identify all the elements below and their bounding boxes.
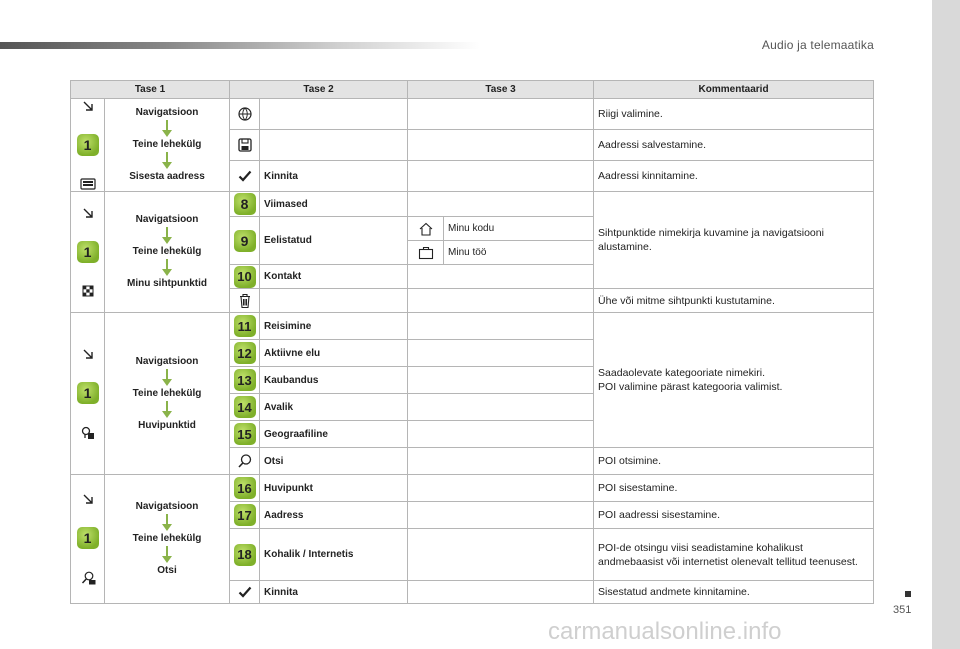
- step-label: Teine lehekülg: [132, 387, 202, 399]
- level3-label: Minu töö: [444, 241, 594, 265]
- search-abc-icon: [71, 571, 104, 585]
- navigation-arrow-icon: [71, 207, 104, 219]
- level2-label: Geograafiline: [260, 421, 408, 448]
- save-icon: [230, 130, 260, 161]
- down-arrow-icon: [161, 546, 173, 564]
- comment-cell: POI-de otsingu viisi seadistamine kohalikust andmebaasist või internetist olenevalt tellitud teenusest.: [594, 529, 874, 581]
- step-label: Otsi: [157, 565, 177, 576]
- level2-label: Aktiivne elu: [260, 340, 408, 367]
- comment-cell: [594, 313, 874, 448]
- step-label: Navigatsioon: [135, 355, 199, 367]
- level1-icons: [71, 313, 105, 475]
- home-icon: [408, 217, 444, 241]
- comment-line: Saadaolevate kategooriate nimekiri.: [598, 367, 765, 379]
- checkmark-icon: [230, 581, 260, 604]
- column-header: Tase 2: [230, 81, 408, 99]
- navigation-arrow-icon: [71, 100, 104, 112]
- page-edge-bar: [932, 0, 960, 649]
- down-arrow-icon: [161, 259, 173, 277]
- table-row: [71, 99, 874, 130]
- header-decor-bar: [0, 42, 480, 49]
- level2-label: Aadress: [260, 502, 408, 529]
- number-1-badge: 1: [71, 134, 104, 156]
- level2-label: Otsi: [260, 448, 408, 475]
- page-marker: [905, 591, 911, 597]
- level2-label: Avalik: [260, 394, 408, 421]
- number-badge: 18: [230, 529, 260, 581]
- down-arrow-icon: [161, 227, 173, 245]
- number-badge: 12: [230, 340, 260, 367]
- comment-cell: Ühe või mitme sihtpunkti kustutamine.: [594, 289, 874, 313]
- step-label: Teine lehekülg: [132, 139, 202, 150]
- level2-label: Huvipunkt: [260, 475, 408, 502]
- number-badge: 16: [230, 475, 260, 502]
- level2-label: Reisimine: [260, 313, 408, 340]
- step-label: Navigatsioon: [135, 501, 199, 512]
- down-arrow-icon: [161, 369, 173, 387]
- level2-label: Kaubandus: [260, 367, 408, 394]
- number-badge: 15: [230, 421, 260, 448]
- level1-path: [105, 99, 230, 192]
- number-badge: 13: [230, 367, 260, 394]
- step-label: Navigatsioon: [135, 214, 199, 225]
- number-badge: 14: [230, 394, 260, 421]
- down-arrow-icon: [161, 514, 173, 532]
- comment-cell: Riigi valimine.: [594, 99, 874, 130]
- comment-cell: POI otsimine.: [594, 448, 874, 475]
- step-label: Huvipunktid: [138, 419, 196, 431]
- down-arrow-icon: [161, 120, 173, 138]
- column-header: Tase 3: [408, 81, 594, 99]
- table-row: [71, 313, 874, 340]
- step-label: Teine lehekülg: [132, 246, 202, 257]
- number-badge: 11: [230, 313, 260, 340]
- comment-cell: POI sisestamine.: [594, 475, 874, 502]
- column-header: Kommentaarid: [594, 81, 874, 99]
- table-header-row: [71, 81, 874, 99]
- step-label: Teine lehekülg: [132, 533, 202, 544]
- level1-path: [105, 192, 230, 313]
- step-label: Sisesta aadress: [129, 171, 205, 182]
- page-number: 351: [893, 604, 912, 616]
- trash-icon: [230, 289, 260, 313]
- navigation-arrow-icon: [71, 493, 104, 505]
- level3-label: Minu kodu: [444, 217, 594, 241]
- level1-path: [105, 475, 230, 604]
- step-label: Minu sihtpunktid: [127, 278, 207, 289]
- level2-label: Eelistatud: [260, 217, 408, 265]
- keyboard-icon: [71, 178, 104, 190]
- watermark: carmanualsonline.info: [548, 618, 782, 645]
- number-badge: 9: [230, 217, 260, 265]
- comment-cell: POI aadressi sisestamine.: [594, 502, 874, 529]
- comment-cell: Sisestatud andmete kinnitamine.: [594, 581, 874, 604]
- level2-label: Kinnita: [260, 161, 408, 192]
- number-1-badge: 1: [71, 382, 104, 404]
- comment-cell: Aadressi kinnitamine.: [594, 161, 874, 192]
- step-label: Navigatsioon: [135, 107, 199, 118]
- table-row: [71, 192, 874, 217]
- down-arrow-icon: [161, 401, 173, 419]
- checkmark-icon: [230, 161, 260, 192]
- number-1-badge: 1: [71, 241, 104, 263]
- level2-label: Viimased: [260, 192, 408, 217]
- navigation-arrow-icon: [71, 348, 104, 360]
- comment-cell: Aadressi salvestamine.: [594, 130, 874, 161]
- level2-label: Kinnita: [260, 581, 408, 604]
- number-badge: 8: [230, 192, 260, 217]
- level1-path: [105, 313, 230, 475]
- column-header: Tase 1: [71, 81, 230, 99]
- checkered-flag-icon: [71, 285, 104, 297]
- level1-icons: [71, 475, 105, 604]
- briefcase-icon: [408, 241, 444, 265]
- search-icon: [230, 448, 260, 475]
- level1-icons: [71, 99, 105, 192]
- comment-line: POI valimine pärast kategooria valimist.: [598, 381, 783, 393]
- poi-icon: [71, 426, 104, 440]
- section-title: Audio ja telemaatika: [761, 38, 874, 52]
- menu-table: [70, 80, 874, 604]
- number-badge: 10: [230, 265, 260, 289]
- table-row: [71, 475, 874, 502]
- comment-cell: Sihtpunktide nimekirja kuvamine ja navigatsiooni alustamine.: [594, 192, 874, 289]
- number-1-badge: 1: [71, 527, 104, 549]
- level2-label: Kontakt: [260, 265, 408, 289]
- country-globe-icon: [230, 99, 260, 130]
- level1-icons: [71, 192, 105, 313]
- level2-label: Kohalik / Internetis: [260, 529, 408, 581]
- down-arrow-icon: [161, 152, 173, 170]
- number-badge: 17: [230, 502, 260, 529]
